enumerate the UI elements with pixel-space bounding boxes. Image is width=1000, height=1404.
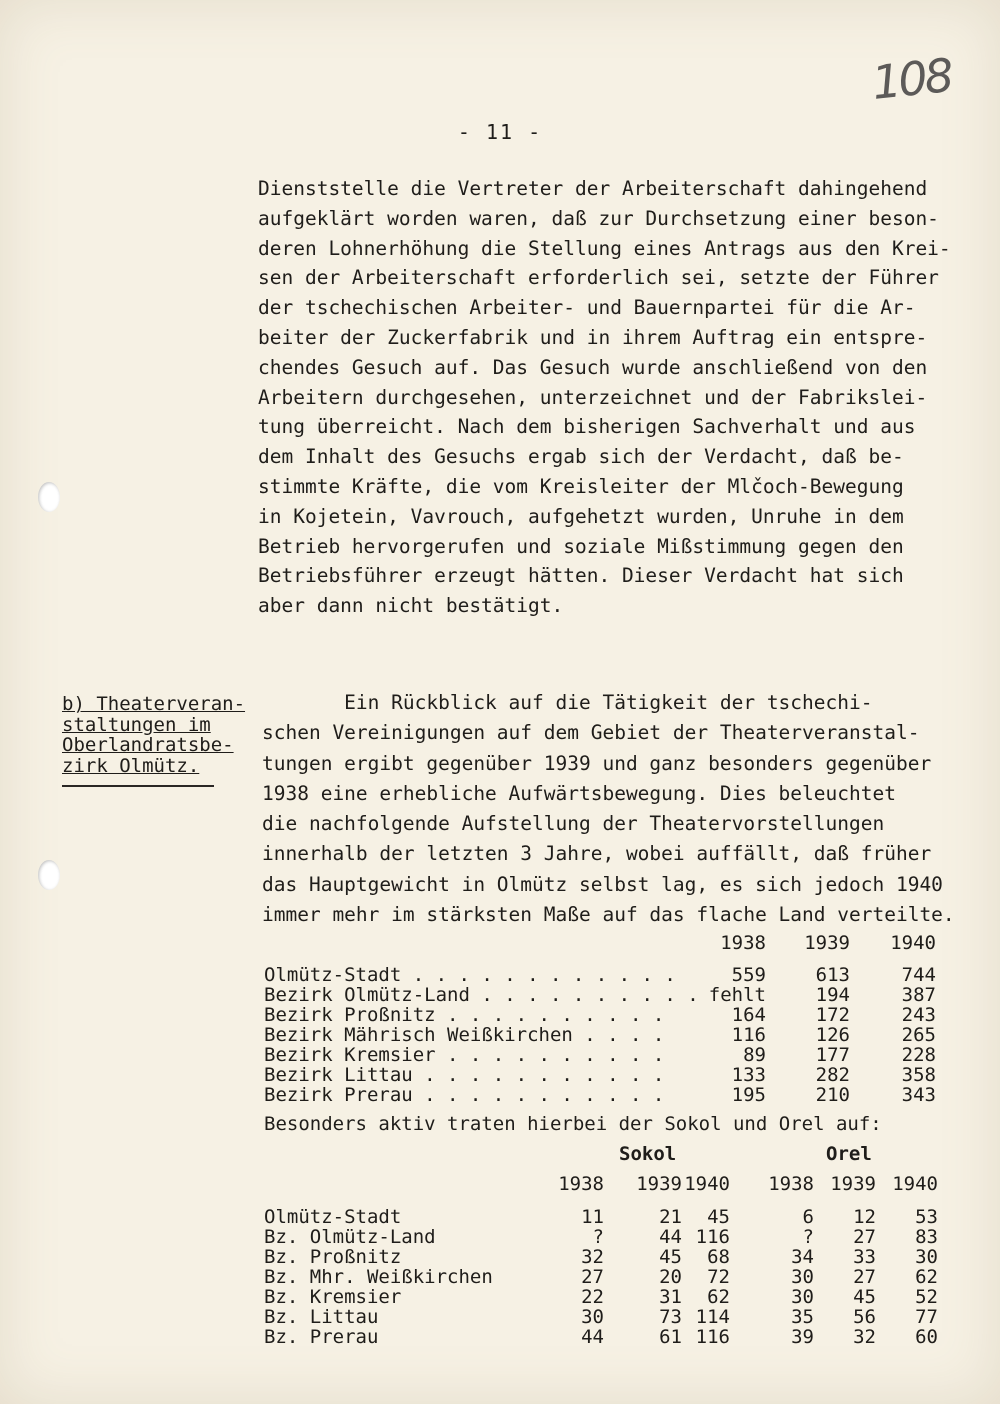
table-cell: 89 xyxy=(743,1044,766,1066)
table-cell: 21 xyxy=(659,1206,682,1228)
table-cell: 20 xyxy=(659,1266,682,1288)
table-cell: 6 xyxy=(802,1206,814,1228)
row-label: Olmütz-Stadt xyxy=(264,1206,402,1228)
year-header: 1939 xyxy=(804,932,850,954)
table-cell: 744 xyxy=(901,964,936,986)
table-cell: 195 xyxy=(731,1084,766,1106)
table-cell: 243 xyxy=(901,1004,936,1026)
table-cell: 12 xyxy=(853,1206,876,1228)
year-header: 1939 xyxy=(636,1173,682,1195)
paragraph-continuation: Dienststelle die Vertreter der Arbeiterschaft dahingehend aufgeklärt worden waren, daß zur Durchsetzung einer beson- deren Lohnerhöhung die Stellung eines Antrags aus den Krei- sen der Arbeiterschaft erforderlich sei, setzte der Führer der tschechischen Arbeiter- und Bauernpartei für die Ar- beiter der Zuckerfabrik und in ihrem Auftrag ein entspre- chendes Gesuch auf. Das Gesuch wurde anschließend von den Arbeitern durchgesehen, unterzeichnet und der Fabrikslei- tung überreicht. Nach dem bisherigen Sachverhalt und aus dem Inhalt des Gesuchs ergab sich der Verdacht, daß be- stimmte Kräfte, die vom Kreisleiter der Mlčoch-Bewegung in Kojetein, Vavrouch, aufgehetzt wurden, Unruhe in dem Betrieb hervorgerufen und soziale Mißstimmung gegen den Betriebsführer erzeugt hätten. Dieser Verdacht hat sich aber dann nicht bestätigt. xyxy=(258,177,951,618)
table-cell: 343 xyxy=(901,1084,936,1106)
row-label: Bezirk Proßnitz . . . . . . . . . . xyxy=(264,1004,665,1026)
table-cell: 30 xyxy=(915,1246,938,1268)
table-cell: 282 xyxy=(815,1064,850,1086)
table-cell: ? xyxy=(802,1226,814,1248)
table-cell: 210 xyxy=(815,1084,850,1106)
table-cell: 72 xyxy=(707,1266,730,1288)
table-cell: 83 xyxy=(915,1226,938,1248)
table-cell: 32 xyxy=(853,1326,876,1348)
table-cell: 45 xyxy=(853,1286,876,1308)
table-cell: 34 xyxy=(791,1246,814,1268)
group-header-orel: Orel xyxy=(826,1143,872,1165)
row-label: Bezirk Mährisch Weißkirchen . . . . xyxy=(264,1024,665,1046)
year-header: 1939 xyxy=(830,1173,876,1195)
table-cell: 61 xyxy=(659,1326,682,1348)
table-cell: 62 xyxy=(915,1266,938,1288)
row-label: Bezirk Prerau . . . . . . . . . . . xyxy=(264,1084,665,1106)
table-cell: 68 xyxy=(707,1246,730,1268)
table-cell: 116 xyxy=(695,1326,730,1348)
table-cell: 45 xyxy=(659,1246,682,1268)
table-cell: 60 xyxy=(915,1326,938,1348)
table-cell: 30 xyxy=(581,1306,604,1328)
section-b-heading: b) Theaterveran- staltungen im Oberlandratsbe- zirk Olmütz. xyxy=(62,693,246,777)
row-label: Bezirk Olmütz-Land . . . . . . . . . . xyxy=(264,984,699,1006)
row-label: Bezirk Littau . . . . . . . . . . . xyxy=(264,1064,665,1086)
table-cell: 387 xyxy=(901,984,936,1006)
table-cell: 35 xyxy=(791,1306,814,1328)
section-b-paragraph: Ein Rückblick auf die Tätigkeit der tschechi- schen Vereinigungen auf dem Gebiet der Theaterveranstal- tungen ergibt gegenüber 1939 und ganz besonders gegenüber 1938 eine erhebliche Aufwärtsbewegung. Dies beleuchtet die nachfolgende Aufstellung der Theatervorstellungen innerhalb der letzten 3 Jahre, wobei auffällt, daß früher das Hauptgewicht in Olmütz selbst lag, es sich jedoch 1940 immer mehr im stärksten Maße auf das flache Land verteilte. xyxy=(262,691,955,927)
row-label: Bz. Olmütz-Land xyxy=(264,1226,436,1248)
year-header: 1938 xyxy=(558,1173,604,1195)
table-cell: 559 xyxy=(731,964,766,986)
punch-hole xyxy=(38,860,60,890)
handwritten-folio-number: 108 xyxy=(869,48,954,110)
table-cell: 265 xyxy=(901,1024,936,1046)
table-cell: 133 xyxy=(731,1064,766,1086)
table-cell: 116 xyxy=(731,1024,766,1046)
page-number: - 11 - xyxy=(457,120,543,144)
sokol-orel-intro: Besonders aktiv traten hierbei der Sokol und Orel auf: xyxy=(264,1113,882,1135)
table-cell: 53 xyxy=(915,1206,938,1228)
row-label: Bz. Prerau xyxy=(264,1326,379,1348)
group-header-sokol: Sokol xyxy=(619,1143,677,1165)
table-cell: 44 xyxy=(581,1326,604,1348)
table-cell: 30 xyxy=(791,1266,814,1288)
table-cell: 27 xyxy=(853,1266,876,1288)
table-cell: 30 xyxy=(791,1286,814,1308)
row-label: Bz. Kremsier xyxy=(264,1286,402,1308)
table-cell: 116 xyxy=(695,1226,730,1248)
table-cell: 22 xyxy=(581,1286,604,1308)
year-header: 1938 xyxy=(768,1173,814,1195)
table-cell: fehlt xyxy=(708,984,766,1006)
punch-hole xyxy=(38,482,60,512)
year-header: 1940 xyxy=(892,1173,938,1195)
table-cell: 358 xyxy=(901,1064,936,1086)
row-label: Bz. Mhr. Weißkirchen xyxy=(264,1266,493,1288)
heading-underline xyxy=(62,785,214,787)
year-header: 1938 xyxy=(720,932,766,954)
table-cell: 164 xyxy=(731,1004,766,1026)
table-cell: 27 xyxy=(853,1226,876,1248)
row-label: Bezirk Kremsier . . . . . . . . . . xyxy=(264,1044,665,1066)
row-label: Bz. Littau xyxy=(264,1306,379,1328)
table-cell: 44 xyxy=(659,1226,682,1248)
table-cell: 52 xyxy=(915,1286,938,1308)
table-cell: 613 xyxy=(815,964,850,986)
table-cell: 126 xyxy=(815,1024,850,1046)
table-cell: 228 xyxy=(901,1044,936,1066)
table-cell: 56 xyxy=(853,1306,876,1328)
table-cell: 32 xyxy=(581,1246,604,1268)
table-cell: 39 xyxy=(791,1326,814,1348)
table-cell: 11 xyxy=(581,1206,604,1228)
table-cell: 172 xyxy=(815,1004,850,1026)
table-cell: 62 xyxy=(707,1286,730,1308)
table-cell: 177 xyxy=(815,1044,850,1066)
year-header: 1940 xyxy=(890,932,936,954)
row-label: Bz. Proßnitz xyxy=(264,1246,402,1268)
table-cell: 45 xyxy=(707,1206,730,1228)
table-cell: 77 xyxy=(915,1306,938,1328)
table-cell: ? xyxy=(592,1226,604,1248)
table-cell: 194 xyxy=(815,984,850,1006)
table-cell: 31 xyxy=(659,1286,682,1308)
table-cell: 27 xyxy=(581,1266,604,1288)
year-header: 1940 xyxy=(684,1173,730,1195)
table-cell: 73 xyxy=(659,1306,682,1328)
table-cell: 33 xyxy=(853,1246,876,1268)
table-cell: 114 xyxy=(695,1306,730,1328)
row-label: Olmütz-Stadt . . . . . . . . . . . . xyxy=(264,964,676,986)
